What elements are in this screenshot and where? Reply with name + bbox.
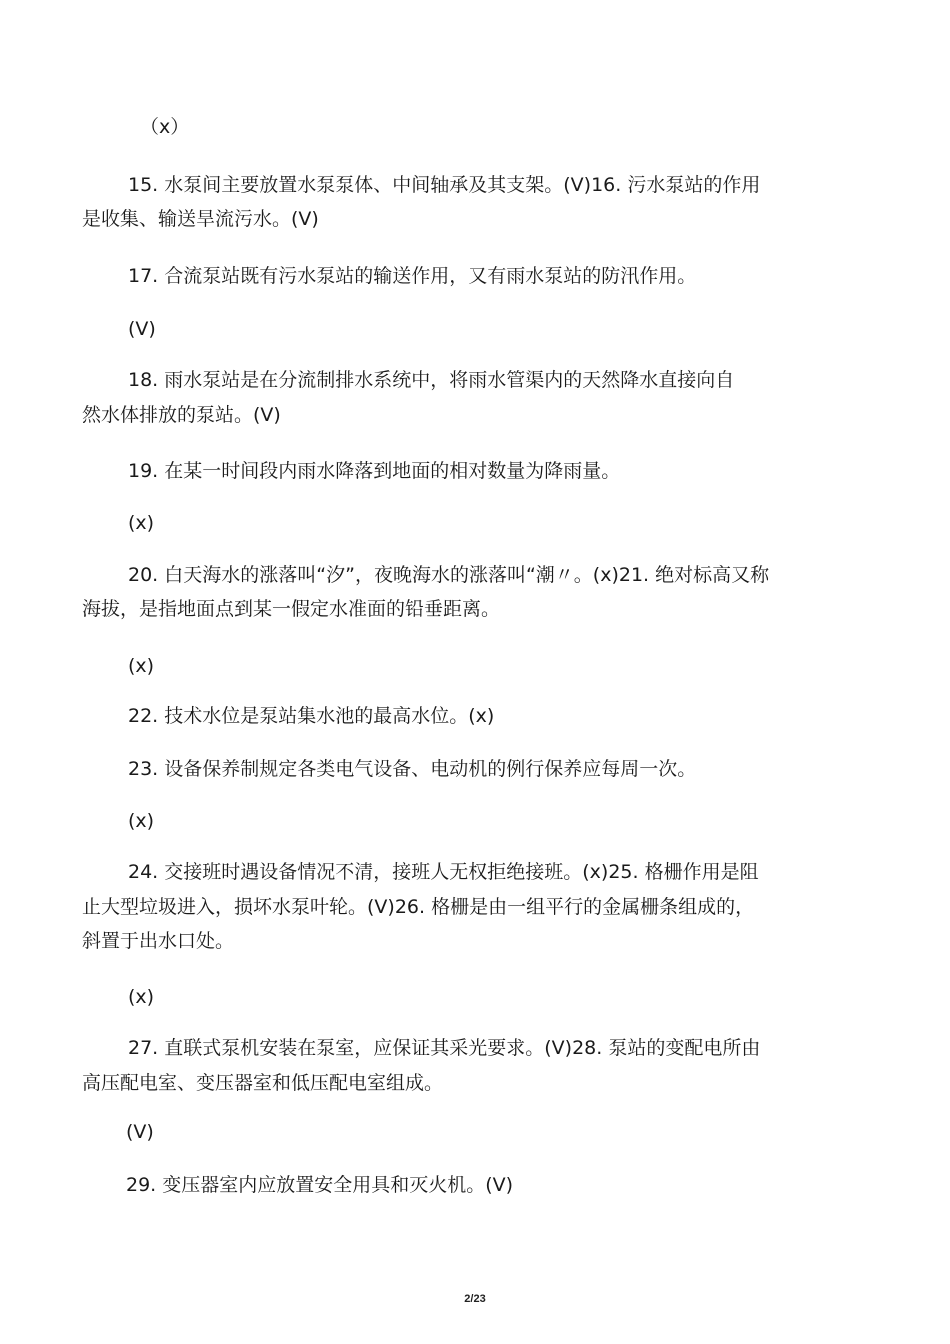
text-line: 24. 交接班时遇设备情况不清，接班人无权拒绝接班。(x)25. 格栅作用是阻 [128,861,759,883]
text-line: （x） [140,116,190,138]
text-line: 22. 技术水位是泵站集水池的最高水位。(x) [128,705,495,727]
text-line: 高压配电室、变压器室和低压配电室组成。 [82,1072,444,1094]
text-line: 斜置于出水口处。 [82,930,235,952]
text-line: 19. 在某一时间段内雨水降落到地面的相对数量为降雨量。 [128,460,621,482]
text-line: 15. 水泵间主要放置水泵泵体、中间轴承及其支架。(V)16. 污水泵站的作用 [128,174,761,196]
text-line: (x) [128,810,155,832]
text-line: 是收集、输送旱流污水。(V) [82,208,319,230]
page-number: 2/23 [464,1293,486,1305]
text-line: (V) [128,318,156,340]
text-line: 20. 白天海水的涨落叫“汐”，夜晚海水的涨落叫“潮〃。(x)21. 绝对标高又称 [128,564,770,586]
text-line: 然水体排放的泵站。(V) [82,404,281,426]
text-line: 海拔，是指地面点到某一假定水准面的铅垂距离。 [82,598,501,620]
text-line: 27. 直联式泵机安装在泵室，应保证其采光要求。(V)28. 泵站的变配电所由 [128,1037,761,1059]
text-line: 23. 设备保养制规定各类电气设备、电动机的例行保养应每周一次。 [128,758,697,780]
text-line: 17. 合流泵站既有污水泵站的输送作用，又有雨水泵站的防汛作用。 [128,265,697,287]
text-line: (V) [126,1121,154,1143]
text-line: 29. 变压器室内应放置安全用具和灭火机。(V) [126,1174,514,1196]
text-line: 止大型垃圾进入，损坏水泵叶轮。(V)26. 格栅是由一组平行的金属栅条组成的， [82,896,755,918]
text-line: (x) [128,512,155,534]
text-line: 18. 雨水泵站是在分流制排水系统中，将雨水管渠内的天然降水直接向自 [128,369,735,391]
text-line: (x) [128,655,155,677]
text-line: (x) [128,986,155,1008]
